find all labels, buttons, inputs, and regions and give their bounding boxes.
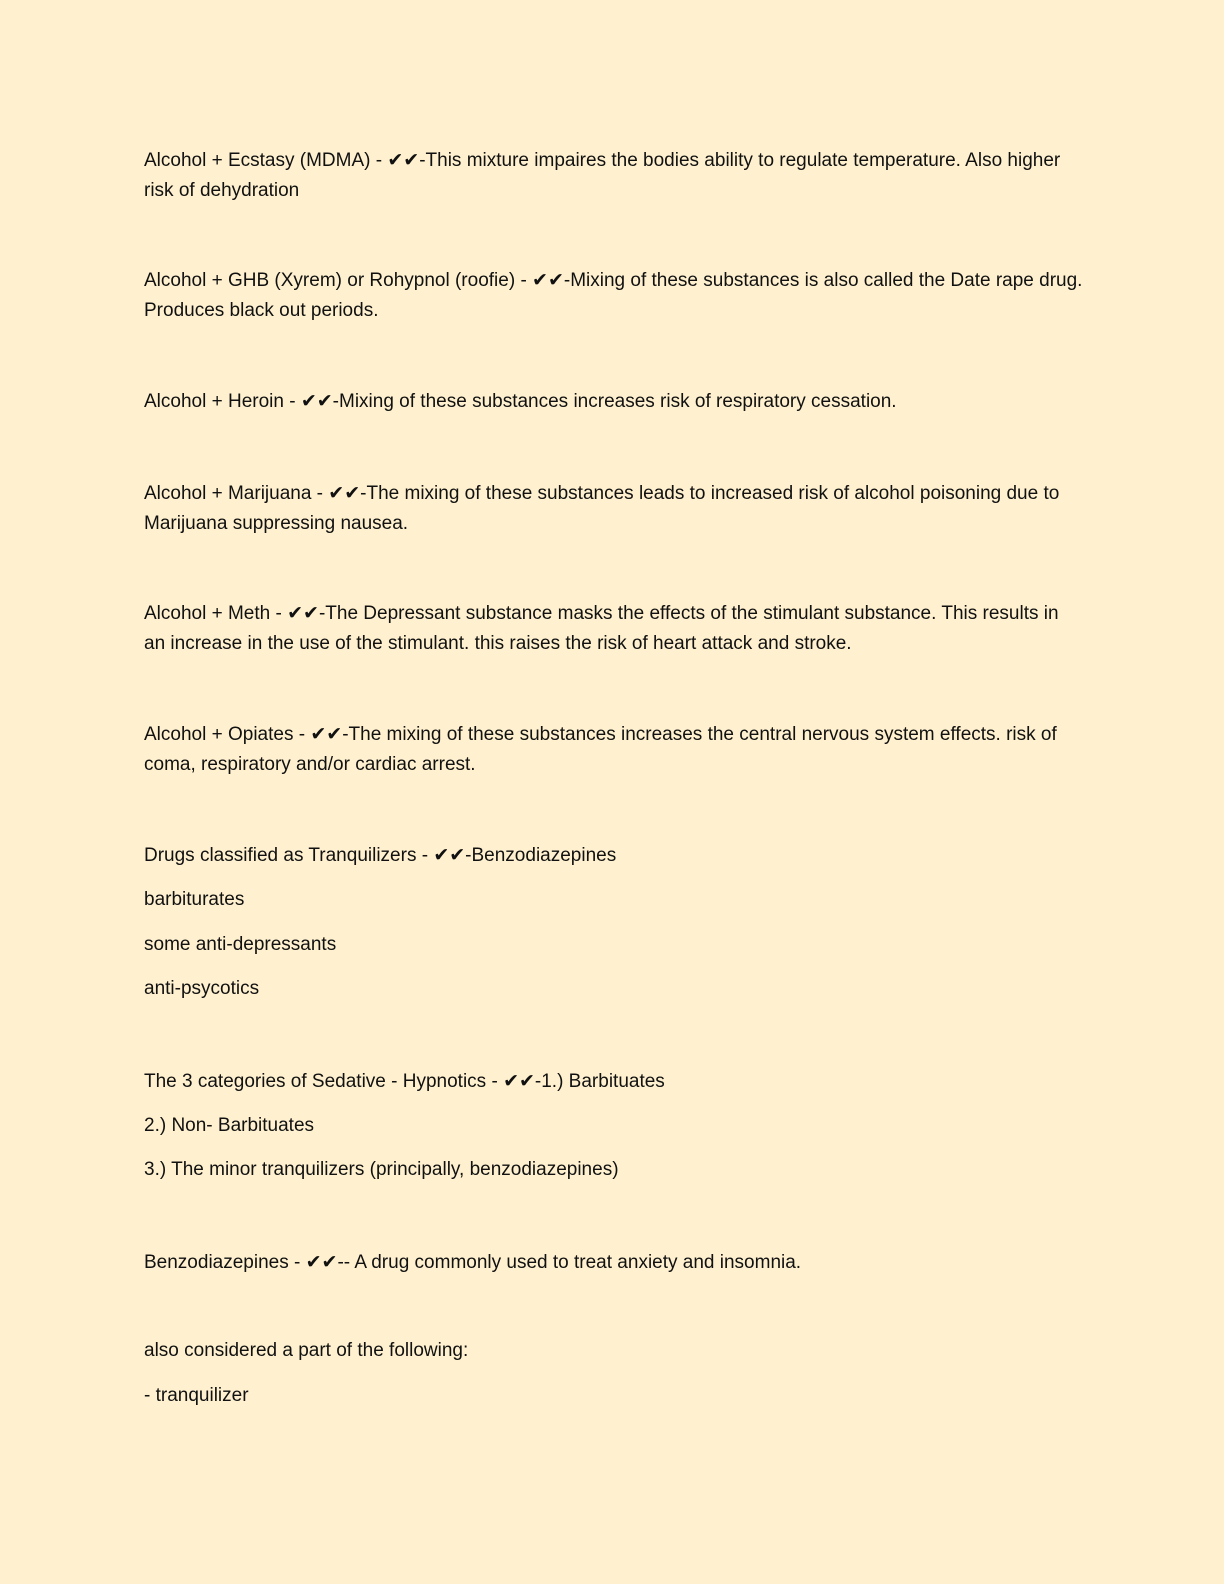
entry-definition: -Mixing of these substances increases risk of respiratory cessation. [332, 391, 897, 412]
double-check-icon: ✔✔ [300, 390, 333, 412]
entry-term: Alcohol + Meth - [144, 603, 288, 624]
entry-definition: -The Depressant substance masks the effects of the stimulant substance. This results in an increase in the use of the stimulant. this raises the risk of heart attack and stroke. [144, 603, 1064, 654]
entry-term: Alcohol + Marijuana - [144, 483, 329, 504]
list-item: barbiturates [144, 889, 245, 910]
entry-alcohol-heroin [144, 386, 1084, 417]
double-check-icon: ✔✔ [433, 844, 466, 866]
entry-alcohol-ecstasy [144, 145, 1084, 206]
list-item: 2.) Non- Barbituates [144, 1115, 315, 1136]
entry-term: Alcohol + Opiates - [144, 724, 311, 745]
list-item: anti-psycotics [144, 978, 260, 999]
entry-alcohol-opiates [144, 719, 1084, 780]
list-item: some anti-depressants [144, 934, 337, 955]
double-check-icon: ✔✔ [387, 149, 420, 171]
double-check-icon: ✔✔ [287, 602, 319, 624]
double-check-icon: ✔✔ [532, 269, 564, 291]
entry-definition: -The mixing of these substances leads to increased risk of alcohol poisoning due to Marijuana suppressing nausea. [144, 483, 1065, 534]
entry-term: The 3 categories of Sedative - Hypnotics - [144, 1071, 504, 1092]
double-check-icon: ✔✔ [305, 1251, 338, 1273]
entry-definition: -The mixing of these substances increases the central nervous system effects. risk of coma, respiratory and/or cardiac arrest. [144, 724, 1063, 775]
entry-alcohol-ghb [144, 265, 1088, 326]
entry-tranquilizers [144, 840, 1084, 871]
double-check-icon: ✔✔ [503, 1070, 535, 1092]
entry-definition: -This mixture impaires the bodies ability to regulate temperature. Also higher risk of dehydration [144, 150, 1066, 201]
entry-term: Alcohol + Heroin - [144, 391, 301, 412]
entry-alcohol-meth [144, 598, 1084, 659]
list-item: 3.) The minor tranquilizers (principally, benzodiazepines) [144, 1159, 619, 1180]
trailing-line: also considered a part of the following: [144, 1340, 469, 1361]
entry-definition: -- A drug commonly used to treat anxiety and insomnia. [337, 1252, 802, 1273]
double-check-icon: ✔✔ [310, 723, 343, 745]
entry-alcohol-marijuana [144, 478, 1084, 539]
entry-definition: -Benzodiazepines [465, 845, 617, 866]
trailing-line: - tranquilizer [144, 1385, 249, 1406]
entry-definition: -Mixing of these substances is also called the Date rape drug. Produces black out periods. [144, 270, 1088, 321]
double-check-icon: ✔✔ [328, 482, 361, 504]
entry-benzodiazepines [144, 1247, 1084, 1278]
entry-term: Alcohol + Ecstasy (MDMA) - [144, 150, 388, 171]
entry-term: Alcohol + GHB (Xyrem) or Rohypnol (roofie) - [144, 270, 533, 291]
entry-definition: -1.) Barbituates [534, 1071, 665, 1092]
entry-sedative-hypnotics [144, 1066, 1084, 1097]
entry-term: Benzodiazepines - [144, 1252, 306, 1273]
entry-term: Drugs classified as Tranquilizers - [144, 845, 434, 866]
